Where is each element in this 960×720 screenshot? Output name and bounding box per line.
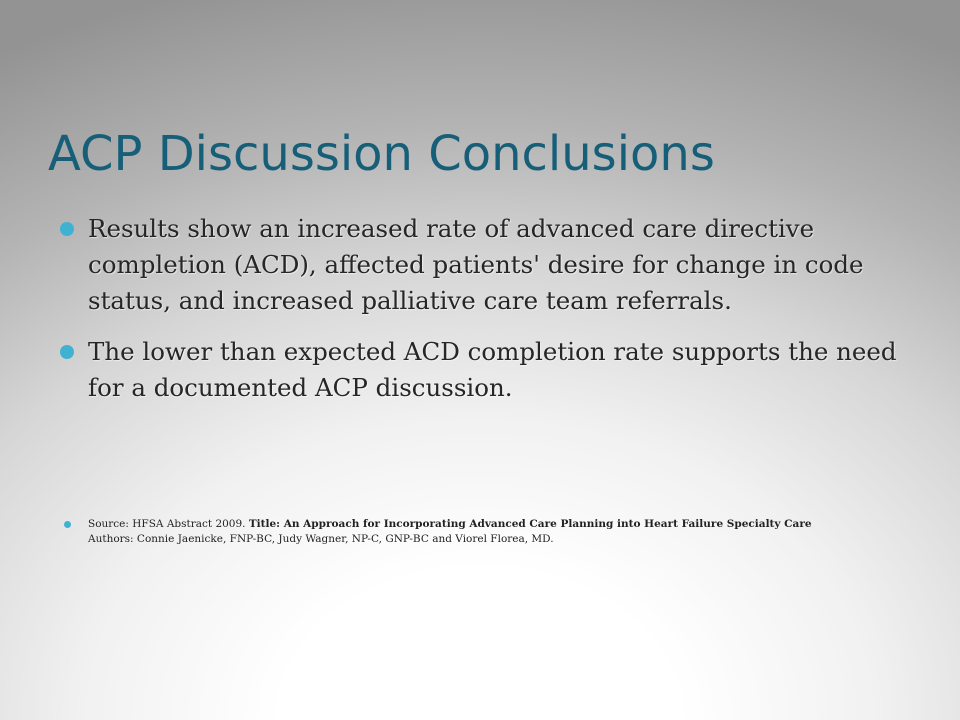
source-prefix: Source: HFSA Abstract 2009.: [88, 518, 249, 530]
slide-title: ACP Discussion Conclusions: [48, 126, 715, 182]
bullet-list: [58, 211, 910, 406]
bullet-text: Results show an increased rate of advanced care directive completion (ACD), affected patients' desire for change in code status, and increased palliative care team referrals.: [88, 214, 864, 315]
bullet-item-results: [58, 211, 910, 319]
bullet-dot-icon: [60, 222, 74, 236]
bullet-item-lower-rate: [58, 334, 910, 406]
source-citation: [58, 517, 918, 547]
source-title: Title: An Approach for Incorporating Advanced Care Planning into Heart Failure Specialty Care: [248, 518, 812, 530]
bullet-text: The lower than expected ACD completion rate supports the need for a documented ACP discussion.: [88, 337, 897, 402]
bullet-dot-icon: [60, 345, 74, 359]
source-authors: Authors: Connie Jaenicke, FNP-BC, Judy Wagner, NP-C, GNP-BC and Viorel Florea, MD.: [88, 533, 554, 545]
bullet-dot-icon: [64, 521, 71, 528]
